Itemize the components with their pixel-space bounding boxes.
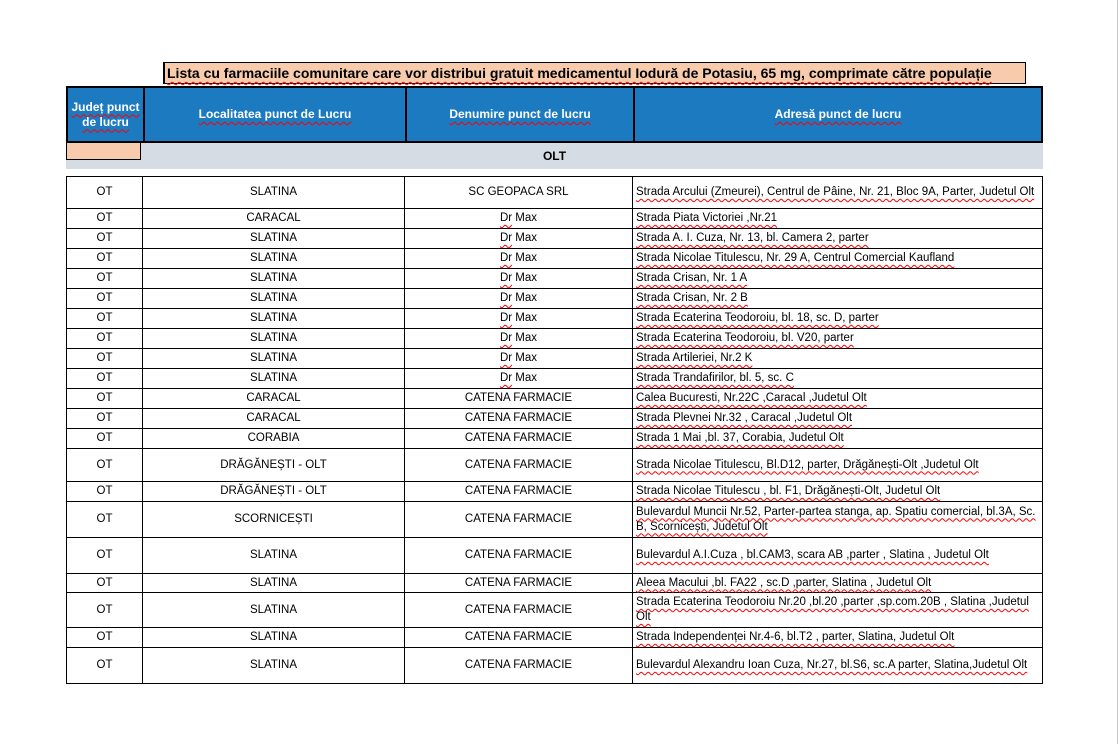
cell-localitate: SLATINA: [142, 329, 404, 348]
cell-localitate: SCORNICEȘTI: [142, 502, 404, 537]
cell-localitate: SLATINA: [142, 593, 404, 627]
cell-denumire: Dr Max: [404, 249, 632, 268]
table-row: [67, 448, 1042, 481]
header-denumire: [405, 88, 633, 141]
cell-localitate: CARACAL: [142, 389, 404, 408]
cell-judet: OT: [96, 372, 113, 384]
cell-localitate: SLATINA: [142, 369, 404, 388]
cell-denumire: CATENA FARMACIE: [404, 593, 632, 627]
cell-judet: OT: [96, 659, 113, 671]
cell-judet: OT: [96, 432, 113, 444]
table-body: [66, 176, 1043, 684]
header-judet: [68, 88, 143, 141]
cell-adresa: Strada Arcului (Zmeurei), Centrul de Pâine, Nr. 21, Bloc 9A, Parter, Judetul Olt: [632, 177, 1041, 208]
cell-localitate: SLATINA: [142, 229, 404, 248]
pharmacy-table: [66, 86, 1043, 684]
table-row: [67, 408, 1042, 428]
cell-adresa: Strada Plevnei Nr.32 , Caracal ,Judetul Olt: [632, 409, 1041, 428]
table-row: [67, 573, 1042, 592]
table-row: [67, 177, 1042, 208]
cell-denumire: Dr Max: [404, 369, 632, 388]
cell-adresa: Strada Ecaterina Teodoroiu, bl. 18, sc. D, parter: [632, 309, 1041, 328]
cell-judet: OT: [96, 332, 113, 344]
cell-denumire: Dr Max: [404, 209, 632, 228]
cell-adresa: Strada Ecaterina Teodoroiu Nr.20 ,bl.20 ,parter ,sp.com.20B , Slatina ,Judetul Olt: [632, 593, 1041, 627]
cell-adresa: Bulevardul Muncii Nr.52, Parter-partea stanga, ap. Spatiu comercial, bl.3A, Sc. B, Scornicești, Judetul Olt: [632, 502, 1041, 537]
cell-localitate: CORABIA: [142, 429, 404, 448]
cell-localitate: SLATINA: [142, 628, 404, 647]
cell-adresa: Calea Bucuresti, Nr.22C ,Caracal ,Judetul Olt: [632, 389, 1041, 408]
section-label: OLT: [542, 149, 567, 163]
cell-denumire: CATENA FARMACIE: [404, 628, 632, 647]
cell-judet: OT: [96, 412, 113, 424]
table-row: [67, 208, 1042, 228]
cell-adresa: Strada Nicolae Titulescu, Bl.D12, parter, Drăgănești-Olt ,Judetul Olt: [632, 449, 1041, 481]
cell-judet: OT: [96, 576, 113, 589]
cell-adresa: Strada Nicolae Titulescu, Nr. 29 A, Centrul Comercial Kaufland: [632, 249, 1041, 268]
table-row: [67, 388, 1042, 408]
cell-judet: OT: [96, 352, 113, 364]
cell-judet: OT: [96, 232, 113, 244]
cell-denumire: CATENA FARMACIE: [404, 502, 632, 537]
header-judet-label: Județ punct de lucru: [71, 99, 140, 129]
table-row: [67, 627, 1042, 647]
cell-adresa: Strada Nicolae Titulescu , bl. F1, Drăgănești-Olt, Judetul Olt: [632, 482, 1041, 501]
cell-denumire: CATENA FARMACIE: [404, 574, 632, 592]
cell-adresa: Bulevardul A.I.Cuza , bl.CAM3, scara AB ,parter , Slatina , Judetul Olt: [632, 538, 1041, 573]
table-row: [67, 248, 1042, 268]
cell-denumire: CATENA FARMACIE: [404, 409, 632, 428]
header-localitate: [143, 88, 405, 141]
cell-adresa: Strada Crisan, Nr. 2 B: [632, 289, 1041, 308]
cell-denumire: CATENA FARMACIE: [404, 538, 632, 573]
cell-localitate: SLATINA: [142, 249, 404, 268]
cell-denumire: CATENA FARMACIE: [404, 449, 632, 481]
cell-judet: OT: [96, 252, 113, 264]
cell-localitate: CARACAL: [142, 409, 404, 428]
table-row: [67, 428, 1042, 448]
table-row: [67, 288, 1042, 308]
cell-localitate: SLATINA: [142, 349, 404, 368]
cell-judet: OT: [96, 312, 113, 324]
cell-localitate: CARACAL: [142, 209, 404, 228]
cell-adresa: Bulevardul Alexandru Ioan Cuza, Nr.27, bl.S6, sc.A parter, Slatina,Judetul Olt: [632, 648, 1041, 683]
cell-denumire: Dr Max: [404, 229, 632, 248]
cell-adresa: Strada Independenței Nr.4-6, bl.T2 , parter, Slatina, Judetul Olt: [632, 628, 1041, 647]
cell-denumire: CATENA FARMACIE: [404, 648, 632, 683]
cell-adresa: Strada 1 Mai ,bl. 37, Corabia, Judetul Olt: [632, 429, 1041, 448]
cell-judet: OT: [96, 458, 113, 471]
document-title: [163, 62, 1026, 84]
cell-judet: OT: [96, 631, 113, 643]
header-adresa: [633, 88, 1041, 141]
cell-denumire: Dr Max: [404, 329, 632, 348]
cell-denumire: SC GEOPACA SRL: [404, 177, 632, 208]
cell-localitate: SLATINA: [142, 574, 404, 592]
section-row-olt: [66, 143, 1043, 169]
cell-localitate: DRĂGĂNEȘTI - OLT: [142, 482, 404, 501]
table-row: [67, 368, 1042, 388]
cell-localitate: SLATINA: [142, 648, 404, 683]
cell-judet: OT: [96, 513, 113, 525]
cell-localitate: SLATINA: [142, 269, 404, 288]
cell-adresa: Strada Ecaterina Teodoroiu, bl. V20, parter: [632, 329, 1041, 348]
cell-denumire: CATENA FARMACIE: [404, 389, 632, 408]
cell-adresa: Strada Trandafirilor, bl. 5, sc. C: [632, 369, 1041, 388]
section-corner-cell: [66, 143, 141, 160]
cell-judet: OT: [96, 292, 113, 304]
cell-judet: OT: [96, 603, 113, 616]
page-right-edge: [1117, 0, 1118, 744]
table-row: [67, 348, 1042, 368]
table-spacer-row: [66, 169, 1043, 176]
cell-adresa: Strada A. I. Cuza, Nr. 13, bl. Camera 2, parter: [632, 229, 1041, 248]
cell-localitate: SLATINA: [142, 289, 404, 308]
cell-denumire: Dr Max: [404, 289, 632, 308]
cell-denumire: Dr Max: [404, 269, 632, 288]
document-title-text: Lista cu farmaciile comunitare care vor distribui gratuit medicamentul Iodură de Potasiu, 65 mg, comprimate către populație: [167, 65, 992, 81]
cell-adresa: Aleea Macului ,bl. FA22 , sc.D ,parter, Slatina , Judetul Olt: [632, 574, 1041, 592]
table-row: [67, 501, 1042, 537]
table-row: [67, 592, 1042, 627]
cell-judet: OT: [96, 186, 113, 198]
table-row: [67, 268, 1042, 288]
cell-judet: OT: [96, 485, 113, 497]
header-adresa-label: Adresă punct de lucru: [774, 107, 902, 121]
table-row: [67, 647, 1042, 683]
header-denumire-label: Denumire punct de lucru: [449, 107, 591, 121]
cell-adresa: Strada Crisan, Nr. 1 A: [632, 269, 1041, 288]
header-localitate-label: Localitatea punct de Lucru: [198, 107, 352, 121]
table-row: [67, 481, 1042, 501]
cell-judet: OT: [96, 392, 113, 404]
cell-adresa: Strada Artileriei, Nr.2 K: [632, 349, 1041, 368]
cell-judet: OT: [96, 212, 113, 224]
cell-localitate: DRĂGĂNEȘTI - OLT: [142, 449, 404, 481]
cell-judet: OT: [96, 272, 113, 284]
cell-localitate: SLATINA: [142, 538, 404, 573]
cell-denumire: Dr Max: [404, 349, 632, 368]
table-row: [67, 328, 1042, 348]
cell-localitate: SLATINA: [142, 177, 404, 208]
cell-adresa: Strada Piata Victoriei ,Nr.21: [632, 209, 1041, 228]
table-row: [67, 228, 1042, 248]
table-row: [67, 537, 1042, 573]
cell-denumire: CATENA FARMACIE: [404, 429, 632, 448]
cell-denumire: Dr Max: [404, 309, 632, 328]
table-row: [67, 308, 1042, 328]
cell-denumire: CATENA FARMACIE: [404, 482, 632, 501]
cell-judet: OT: [96, 549, 113, 561]
cell-localitate: SLATINA: [142, 309, 404, 328]
table-header-row: [66, 86, 1043, 143]
